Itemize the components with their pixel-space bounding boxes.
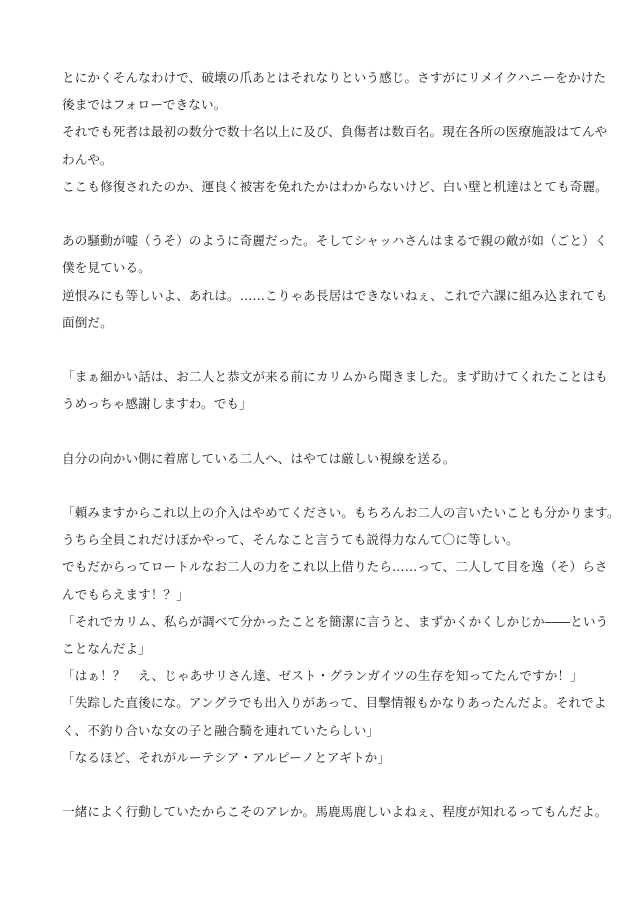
text-line: 「はぁ！？ え、じゃあサリさん達、ゼスト・グランガイツの生存を知ってたんですか！」: [62, 668, 583, 684]
text-line: 「まぁ細かい話は、お二人と恭文が来る前にカリムから聞きました。まず助けてくれたことはも: [62, 369, 608, 385]
text-line: く、不釣り合いな女の子と融合騎を連れていたらしい」: [62, 722, 380, 738]
text-line: んでもらえます！？」: [62, 586, 189, 602]
text-line: 面倒だ。: [62, 314, 113, 330]
text-line: ここも修復されたのか、運良く被害を免れたかはわからないけど、白い壁と机達はとても奇麗。: [62, 178, 608, 194]
text-line: 「頼みますからこれ以上の介入はやめてください。もちろんお二人の言いたいことも分かります。: [62, 505, 620, 520]
text-line: 逆恨みにも等しいよ、あれは。……こりゃあ長居はできないねぇ、これで六課に組み込まれても: [62, 287, 608, 303]
document-body: [62, 64, 620, 825]
text-line: あの騒動が嘘（うそ）のように奇麗だった。そしてシャッハさんはまるで親の敵が如（ごと）く: [62, 233, 608, 249]
blank-line: [62, 771, 582, 798]
blank-line: [62, 336, 582, 363]
text-line: うちら全員これだけぼかやって、そんなこと言うても説得力なんて〇に等しい。: [62, 532, 519, 548]
text-line: 僕を見ている。: [62, 260, 151, 276]
text-line: 「失踪した直後にな。アングラでも出入りがあって、目撃情報もかなりあったんだよ。それでよ: [62, 695, 607, 711]
blank-line: [62, 200, 582, 227]
text-line: 「なるほど、それがルーテシア・アルピーノとアギトか」: [62, 749, 391, 765]
text-line: うめっちゃ感謝しますわ。でも」: [62, 396, 252, 412]
text-line: でもだからってロートルなお二人の力をこれ以上借りたら……って、二人して目を逸（そ）らさ: [62, 559, 608, 575]
text-line: 一緒によく行動していたからこそのアレか。馬鹿馬鹿しいよねぇ、程度が知れるってもんだよ。: [62, 804, 608, 820]
text-line: 後まではフォローできない。: [62, 97, 227, 113]
blank-line: [62, 472, 582, 499]
text-line: ことなんだよ」: [62, 640, 151, 656]
text-line: それでも死者は最初の数分で数十名以上に及び、負傷者は数百名。現在各所の医療施設はてんや: [62, 124, 608, 140]
text-line: 「それでカリム、私らが調べて分かったことを簡潔に言うと、まずかくかくしかじか――という: [62, 613, 609, 629]
text-line: とにかくそんなわけで、破壊の爪あとはそれなりという感じ。さすがにリメイクハニーをかけた: [62, 70, 607, 85]
text-line: わんや。: [62, 151, 113, 167]
blank-line: [62, 417, 582, 444]
text-line: 自分の向かい側に着席している二人へ、はやては厳しい視線を送る。: [62, 450, 456, 466]
